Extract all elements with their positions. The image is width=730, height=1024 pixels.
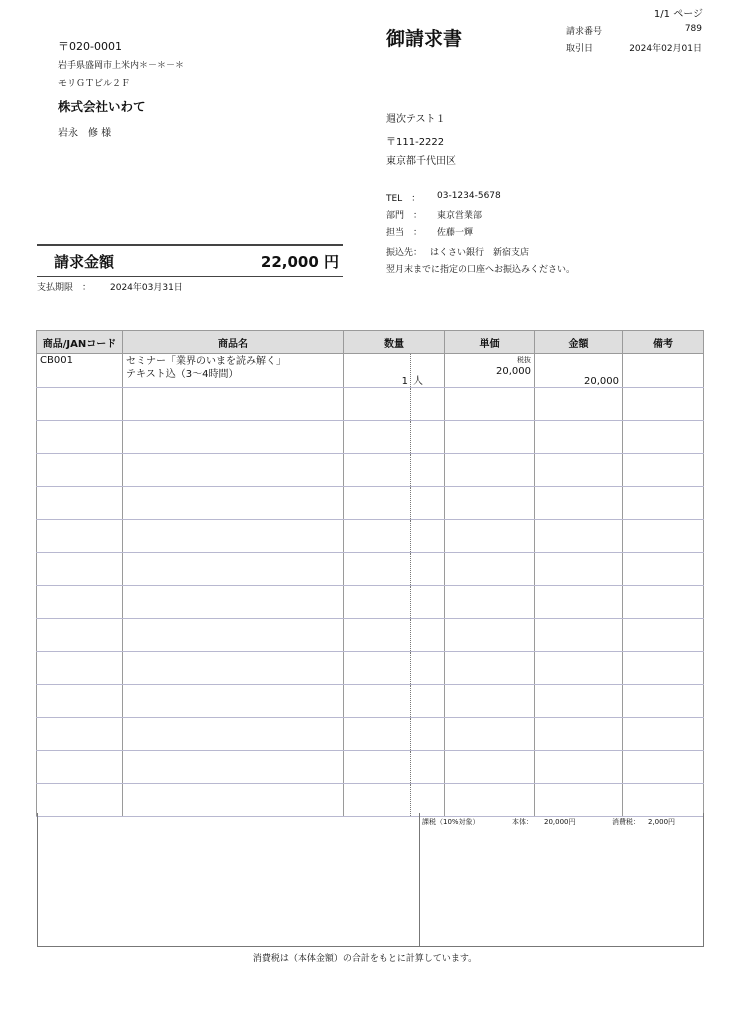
table-cell-empty: [623, 553, 704, 586]
table-cell-empty: [123, 685, 344, 718]
table-cell-empty: [123, 454, 344, 487]
table-row: [37, 354, 704, 388]
table-row-empty: [37, 520, 704, 553]
issuer-address: 東京都千代田区: [386, 156, 456, 167]
table-cell-empty: [37, 784, 123, 817]
items-table: [36, 330, 704, 817]
table-cell-empty: [445, 487, 535, 520]
table-cell-empty: [535, 454, 623, 487]
table-cell-empty: [37, 388, 123, 421]
table-cell-empty: [623, 751, 704, 784]
tax-amount-label: 消費税：: [612, 818, 640, 826]
table-cell-empty: [445, 421, 535, 454]
footnote: 消費税は（本体金額）の合計をもとに計算しています。: [252, 954, 478, 964]
row-unit-price-value: 20,000: [496, 366, 531, 377]
table-row-empty: [37, 487, 704, 520]
table-cell-empty: [535, 652, 623, 685]
header-product-name: 商品名: [123, 331, 344, 354]
table-cell-empty: [123, 553, 344, 586]
table-cell-empty: [535, 487, 623, 520]
table-cell-empty: [37, 487, 123, 520]
table-cell-empty: [37, 619, 123, 652]
footer-divider: [419, 813, 420, 946]
footer-box: [37, 813, 704, 947]
table-cell-empty: [37, 751, 123, 784]
table-header-row: [37, 331, 704, 354]
table-row-empty: [37, 388, 704, 421]
table-cell-empty: [344, 718, 411, 751]
tax-body-value: 20,000円: [544, 818, 576, 826]
table-cell-empty: [535, 553, 623, 586]
table-cell-empty: [344, 685, 411, 718]
table-cell-empty: [344, 553, 411, 586]
invoice-title: 御請求書: [386, 28, 463, 50]
due-date: 2024年03月31日: [110, 283, 183, 293]
table-cell-empty: [123, 586, 344, 619]
table-cell-empty: [37, 685, 123, 718]
row-amount: 20,000: [535, 354, 623, 388]
table-cell-empty: [445, 652, 535, 685]
header-code: 商品/JANコード: [37, 331, 123, 354]
table-cell-empty: [411, 652, 445, 685]
table-cell-empty: [445, 619, 535, 652]
table-row-empty: [37, 586, 704, 619]
table-cell-empty: [344, 784, 411, 817]
table-cell-empty: [411, 553, 445, 586]
table-cell-empty: [411, 751, 445, 784]
table-cell-empty: [123, 487, 344, 520]
table-cell-empty: [623, 619, 704, 652]
table-row-empty: [37, 454, 704, 487]
due-date-label: 支払期限 ：: [37, 283, 92, 293]
table-cell-empty: [123, 751, 344, 784]
total-amount-box: [37, 244, 343, 277]
table-cell-empty: [123, 520, 344, 553]
table-row-empty: [37, 784, 704, 817]
header-unit-price: 単価: [445, 331, 535, 354]
table-cell-empty: [445, 586, 535, 619]
row-code: CB001: [37, 354, 123, 388]
table-cell-empty: [123, 784, 344, 817]
row-unit: 人: [411, 354, 445, 388]
table-cell-empty: [623, 388, 704, 421]
issuer-transfer-note: 翌月末までに指定の口座へお振込みください。: [386, 265, 576, 275]
table-cell-empty: [37, 652, 123, 685]
tax-body-label: 本体：: [512, 818, 533, 826]
table-cell-empty: [445, 520, 535, 553]
invoice-date: 2024年02月01日: [629, 44, 702, 54]
table-cell-empty: [37, 421, 123, 454]
recipient-address-line1: 岩手県盛岡市上米内＊－＊－＊: [58, 61, 185, 71]
table-cell-empty: [445, 784, 535, 817]
row-product-name-line1: セミナー「業界のいまを読み解く」: [126, 356, 286, 367]
table-cell-empty: [445, 388, 535, 421]
table-cell-empty: [411, 454, 445, 487]
table-cell-empty: [535, 520, 623, 553]
table-cell-empty: [344, 454, 411, 487]
table-cell-empty: [37, 718, 123, 751]
table-cell-empty: [37, 454, 123, 487]
table-cell-empty: [37, 553, 123, 586]
table-row-empty: [37, 718, 704, 751]
recipient-person: 岩永 修 様: [58, 128, 112, 139]
row-tax-tag: 税抜: [517, 356, 531, 364]
table-cell-empty: [445, 751, 535, 784]
total-label: 請求金額: [54, 253, 115, 271]
header-amount: 金額: [535, 331, 623, 354]
page-indicator: 1/1 ページ: [653, 9, 703, 20]
table-cell-empty: [623, 520, 704, 553]
recipient-address-line2: モリＧＴビル２Ｆ: [58, 79, 131, 89]
issuer-tel-label: TEL ：: [386, 194, 421, 204]
recipient-company: 株式会社いわて: [58, 99, 146, 114]
table-cell-empty: [411, 520, 445, 553]
table-cell-empty: [344, 619, 411, 652]
table-row-empty: [37, 685, 704, 718]
table-cell-empty: [445, 685, 535, 718]
table-cell-empty: [623, 718, 704, 751]
issuer-staff: 佐藤一輝: [437, 228, 474, 238]
table-cell-empty: [344, 388, 411, 421]
recipient-postal: 〒020-0001: [58, 40, 122, 53]
table-row-empty: [37, 652, 704, 685]
issuer-name: 週次テスト１: [386, 114, 446, 125]
issuer-dept-label: 部門 ：: [386, 211, 423, 221]
row-remarks: [623, 354, 704, 388]
table-cell-empty: [344, 487, 411, 520]
table-cell-empty: [623, 487, 704, 520]
table-cell-empty: [623, 421, 704, 454]
table-row-empty: [37, 553, 704, 586]
invoice-number: 789: [684, 24, 702, 34]
table-cell-empty: [623, 454, 704, 487]
table-cell-empty: [123, 388, 344, 421]
table-cell-empty: [535, 388, 623, 421]
issuer-postal: 〒111-2222: [386, 137, 445, 148]
table-cell-empty: [123, 619, 344, 652]
header-remarks: 備考: [623, 331, 704, 354]
table-cell-empty: [411, 718, 445, 751]
table-cell-empty: [445, 718, 535, 751]
invoice-date-label: 取引日: [566, 44, 594, 54]
table-cell-empty: [411, 421, 445, 454]
issuer-tel: 03-1234-5678: [437, 191, 501, 201]
table-cell-empty: [535, 586, 623, 619]
table-cell-empty: [535, 751, 623, 784]
table-cell-empty: [344, 520, 411, 553]
table-row-empty: [37, 751, 704, 784]
table-cell-empty: [344, 652, 411, 685]
table-cell-empty: [623, 586, 704, 619]
issuer-dept: 東京営業部: [437, 211, 483, 221]
table-cell-empty: [623, 784, 704, 817]
table-cell-empty: [445, 454, 535, 487]
table-cell-empty: [445, 553, 535, 586]
table-cell-empty: [535, 784, 623, 817]
invoice-number-label: 請求番号: [566, 27, 603, 37]
issuer-staff-label: 担当 ：: [386, 228, 423, 238]
issuer-bank-label: 振込先：: [386, 248, 423, 258]
table-cell-empty: [411, 586, 445, 619]
row-product-name-line2: テキスト込（3～4時間）: [126, 369, 239, 380]
table-cell-empty: [37, 520, 123, 553]
header-quantity: 数量: [344, 331, 445, 354]
table-cell-empty: [535, 619, 623, 652]
table-row-empty: [37, 421, 704, 454]
table-cell-empty: [411, 487, 445, 520]
table-cell-empty: [623, 685, 704, 718]
table-cell-empty: [123, 718, 344, 751]
table-cell-empty: [623, 652, 704, 685]
tax-category-label: 課税（10%対象）: [422, 818, 480, 826]
table-cell-empty: [535, 421, 623, 454]
tax-amount-value: 2,000円: [648, 818, 676, 826]
table-cell-empty: [344, 421, 411, 454]
table-cell-empty: [411, 685, 445, 718]
row-quantity: 1: [344, 354, 411, 388]
table-cell-empty: [535, 718, 623, 751]
row-unit-price: [445, 354, 535, 388]
table-cell-empty: [344, 586, 411, 619]
table-cell-empty: [37, 586, 123, 619]
issuer-bank: はくさい銀行 新宿支店: [430, 248, 530, 258]
table-cell-empty: [123, 421, 344, 454]
table-cell-empty: [411, 619, 445, 652]
table-cell-empty: [411, 784, 445, 817]
table-cell-empty: [411, 388, 445, 421]
table-cell-empty: [344, 751, 411, 784]
table-cell-empty: [535, 685, 623, 718]
table-cell-empty: [123, 652, 344, 685]
table-row-empty: [37, 619, 704, 652]
total-value: 22,000 円: [260, 253, 339, 271]
row-product-name: [123, 354, 344, 388]
